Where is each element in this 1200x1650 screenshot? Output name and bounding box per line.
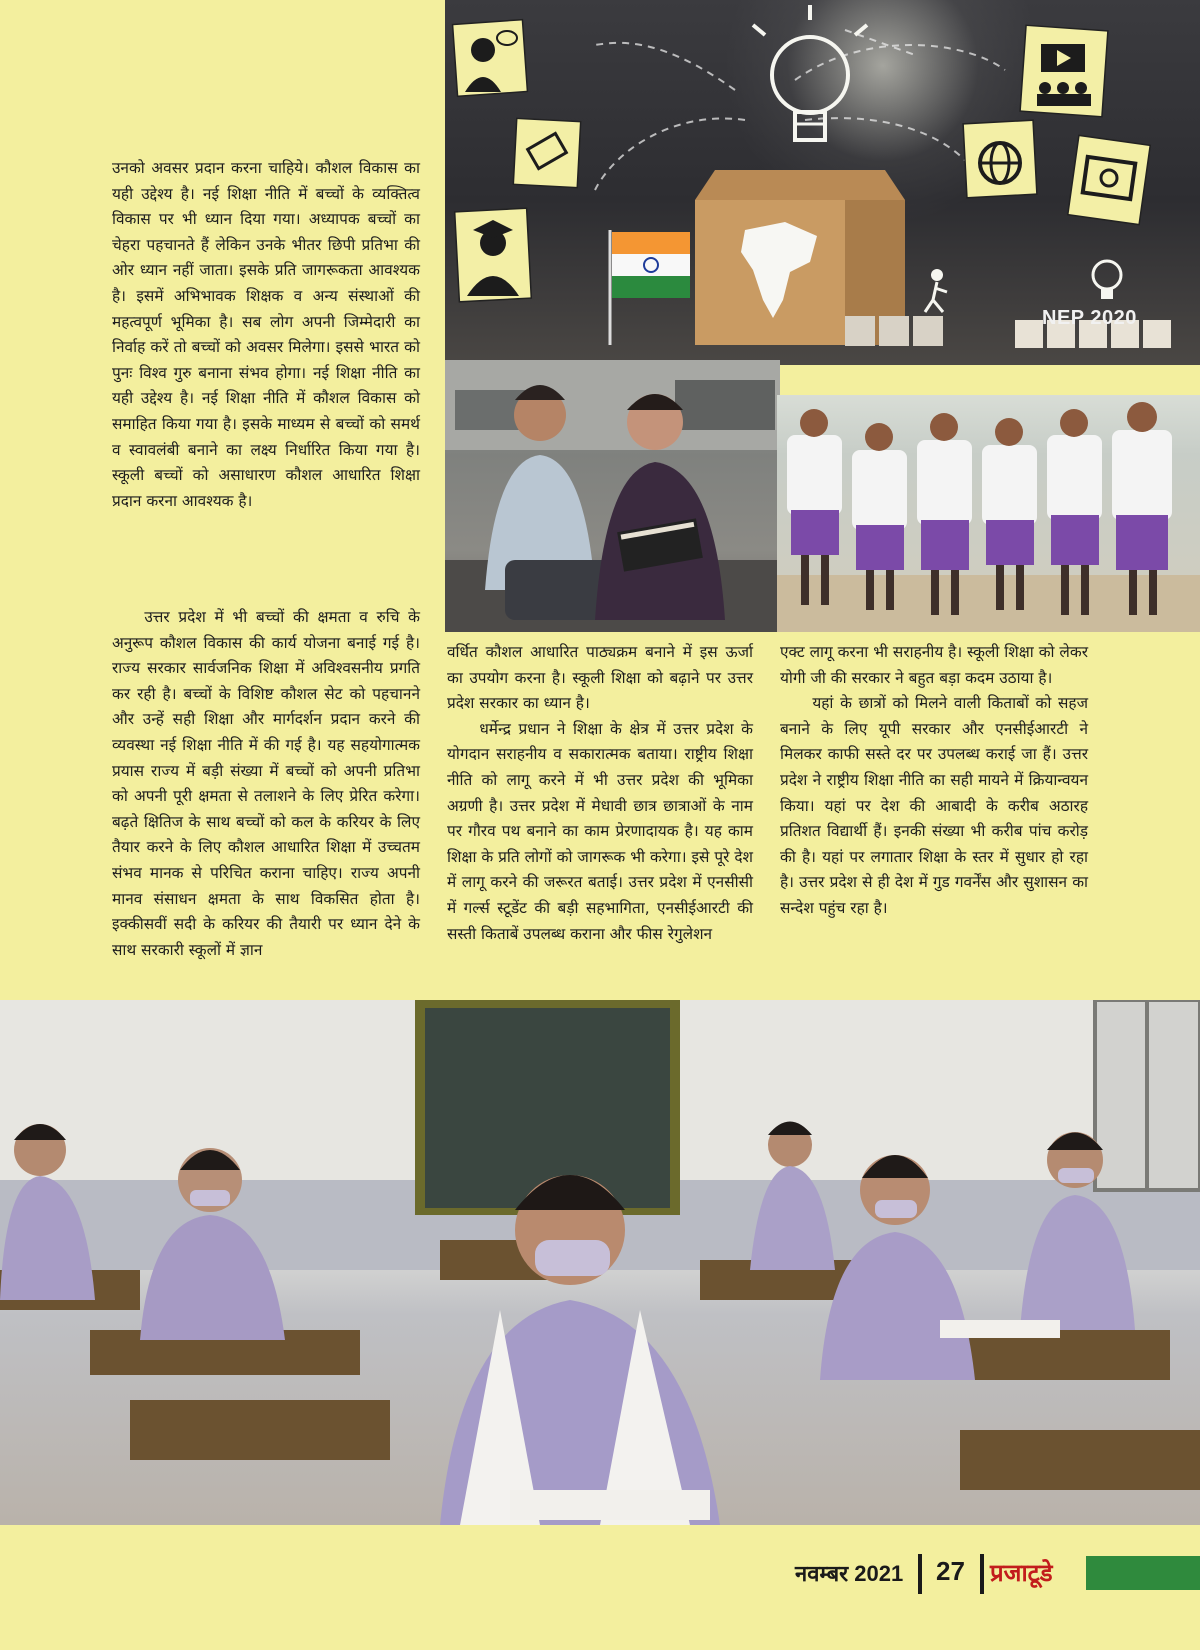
article-paragraph: यहां के छात्रों को मिलने वाली किताबों को सहज बनाने के लिए यूपी सरकार और एनसीईआरटी ने मिलकर काफी सस्ते दर पर उपलब्ध कराई जा हैं। उत्तर प्रदेश ने राष्ट्रीय शिक्षा नीति का सही मायने में क्रियान्वयन किया। यहां पर देश की आबादी के करीब अठारह प्रतिशत विद्यार्थी हैं। इनकी संख्या भी करीब पांच करोड़ की है। यहां पर लगातार शिक्षा के स्तर में सुधार हो रहा है। उत्तर प्रदेश से ही देश में गुड गवर्नेंस और सुशासन का सन्देश पहुंच रहा है। (780, 694, 1088, 917)
footer-divider (918, 1554, 922, 1594)
school-children-photo (777, 395, 1200, 632)
india-flag-icon (610, 230, 690, 345)
speaker-icon (453, 20, 528, 97)
article-column-left-top (112, 156, 420, 514)
footer-brand-bar (1086, 1556, 1200, 1590)
teacher-student-photo (445, 360, 780, 632)
article-column-middle (447, 640, 753, 947)
article-paragraph: एक्ट लागू करना भी सराहनीय है। स्कूली शिक्षा को लेकर योगी जी की सरकार ने बहुत बड़ा कदम उठाया है। (780, 643, 1088, 687)
graduate-icon (455, 208, 532, 302)
video-class-icon (1020, 25, 1108, 117)
teacher-student-graphic (445, 360, 780, 632)
article-column-right (780, 640, 1088, 922)
page-number: 27 (936, 1556, 965, 1586)
students-exam-photo (0, 1000, 1200, 1525)
diploma-icon (513, 118, 580, 187)
article-paragraph: उनको अवसर प्रदान करना चाहिये। कौशल विकास का यही उद्देश्य है। नई शिक्षा नीति में बच्चों के व्यक्तित्व विकास पर भी ध्यान दिया गया। अध्यापक बच्चों का चेहरा पहचानते हैं लेकिन उनके भीतर छिपी प्रतिभा की ओर ध्यान नहीं जाता। इसके प्रति जागरूकता आवश्यक है। इसमें अभिभावक शिक्षक व अन्य संस्थाओं की महत्वपूर्ण भूमिका है। सब लोग अपनी जिम्मेदारी का निर्वाह करें तो बच्चों को अवसर मिलेगा। इससे भारत को पुनः विश्व गुरु बनाना संभव होगा। नई शिक्षा नीति का यही उद्देश्य है। नई शिक्षा नीति में कौशल विकास को समाहित किया गया है। इसके माध्यम से बच्चों को समर्थ व स्वावलंबी बनाने का लक्ष्य निर्धारित किया गया है। स्कूली बच्चों को असाधारण कौशल आधारित शिक्षा प्रदान करना आवश्यक है। (112, 159, 420, 510)
nep-2020-label: NEP 2020 (1042, 307, 1137, 329)
chalk-arrow (595, 43, 735, 90)
footer-divider (980, 1554, 984, 1594)
students-exam-graphic (0, 1000, 1200, 1525)
article-paragraph: धर्मेन्द्र प्रधान ने शिक्षा के क्षेत्र में उत्तर प्रदेश के योगदान सराहनीय व सकारात्मक बताया। राष्ट्रीय शिक्षा नीति को लागू करने में भी उत्तर प्रदेश की भूमिका अग्रणी है। उत्तर प्रदेश में मेधावी छात्र छात्राओं के नाम पर गौरव पथ बनाने का काम प्रेरणादायक है। यह काम शिक्षा के प्रति लोगों को जागरूक भी करेगा। इसे पूरे देश में लागू करने की जरूरत बताई। उत्तर प्रदेश में एनसीसी में गर्ल्स स्टूडेंट की बड़ी सहभागिता, एनसीईआरटी की सस्ती किताबें उपलब्ध कराना और फीस रेगुलेशन (447, 719, 753, 943)
nep-2020-montage-image (445, 0, 1200, 365)
magazine-name: प्रजाटूडे (990, 1559, 1053, 1587)
idea-icon (1093, 261, 1121, 299)
page-footer (0, 1554, 1200, 1604)
article-paragraph: वर्धित कौशल आधारित पाठ्यक्रम बनाने में इस ऊर्जा का उपयोग करना है। स्कूली शिक्षा को बढ़ाने पर उत्तर प्रदेश सरकार का ध्यान है। (447, 643, 753, 713)
globe-icon (963, 120, 1037, 198)
web-browser-icon (1068, 135, 1150, 224)
article-paragraph: उत्तर प्रदेश में भी बच्चों की क्षमता व रुचि के अनुरूप कौशल विकास की कार्य योजना बनाई गई है। राज्य सरकार सार्वजनिक शिक्षा में अविश्वसनीय प्रगति कर रही है। बच्चों के विशिष्ट कौशल सेट को पहचानने और उन्हें सही शिक्षा और मार्गदर्शन प्रदान करने की व्यवस्था नई शिक्षा नीति में की गई है। यह सहयोगात्मक प्रयास राज्य में बड़ी संख्या में बच्चों को अपनी प्रतिभा को अपनी पूरी क्षमता से तलाशने के लिए प्रेरित करेगा। बढ़ते क्षितिज के साथ बच्चों को कल के करियर के लिए तैयार करने के लिए कौशल आधारित शिक्षा में उच्चतम संभव मानक से परिचित कराना चाहिए। राज्य अपनी मानव संसाधन क्षमता के साथ विकसित होता है। इक्कीसवीं सदी के करियर की तैयारी पर ध्यान देने के साथ सरकारी स्कूलों में ज्ञान (112, 608, 420, 959)
school-children-graphic (777, 395, 1200, 632)
issue-date: नवम्बर 2021 (795, 1561, 904, 1586)
article-column-left-bottom (112, 605, 420, 963)
